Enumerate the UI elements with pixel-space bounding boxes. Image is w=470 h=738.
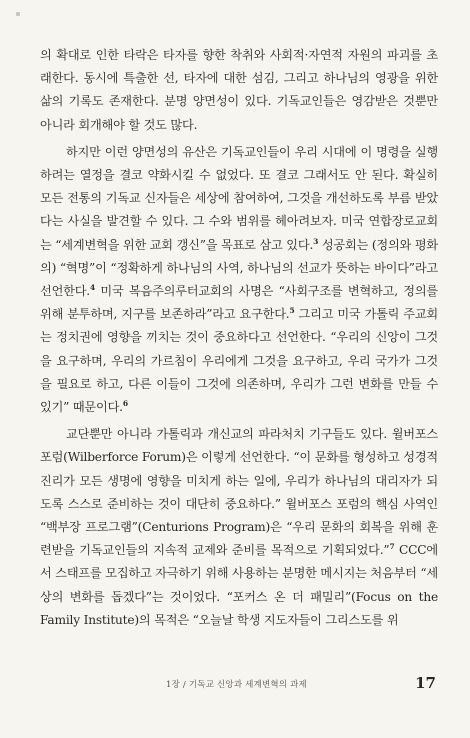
paragraph-denominations	[40, 141, 438, 419]
running-head: 1장 / 기독교 신앙과 세계변혁의 과제	[166, 680, 307, 690]
text-run: CCC에서 스태프를 모집하고 자극하기 위해 사용하는 분명한 메시지는 처음부터 “세상의 변화를 돕겠다”는 것이었다. “포커스 온 더 패밀리”(Focus on the Family Institute)의 목적은 “오늘날 학생 지도자들이 그리스도를 위	[40, 543, 438, 627]
text-run: 그리고 미국 가톨릭 주교회는 정치권에 영향을 끼치는 것이 중요하다고 선언한다. “우리의 신앙이 그것을 요구하며, 우리의 가르침이 우리에게 그것을 요구하고, 우리 국가가 그것을 필요로 하고, 다른 이들이 그것에 의존하며, 우리가 그런 변화를 만들 수 있기” 때문이다.	[40, 307, 438, 415]
footnote-marker[interactable]: 4	[89, 283, 95, 293]
page-footer	[0, 674, 470, 698]
text-run: 미국 복음주의루터교회의 사명은 “사회구조를 변혁하고, 정의를 위해 분투하며, 지구를 보존하라”라고 요구한다.	[40, 284, 438, 322]
footnote-marker[interactable]: 6	[122, 399, 128, 409]
page-corner-mark	[16, 12, 20, 16]
page-number: 17	[415, 674, 436, 692]
text-run: 성공회는 (정의와 평화의) “혁명”이 “정확하게 하나님의 사역, 하나님의 선교가 뜻하는 바이다”라고 선언한다.	[40, 237, 438, 299]
paragraph-continuation: 의 확대로 인한 타락은 타자를 향한 착취와 사회적·자연적 자원의 파괴를 초래한다. 동시에 특출한 선, 타자에 대한 섬김, 그리고 하나님의 영광을 위한 삶의 기록도 존재한다. 분명 양면성이 있다. 기독교인들은 영감받은 것뿐만 아니라 회개해야 할 것도 많다.	[40, 48, 438, 132]
footnote-marker[interactable]: 3	[313, 236, 319, 246]
paragraph-parachurch	[40, 423, 438, 632]
text-run: 교단뿐만 아니라 가톨릭과 개신교의 파라처치 기구들도 있다. 윌버포스 포럼(Wilberforce Forum)은 이렇게 선언한다. “이 문화를 형성하고 성경적 진리가 모든 생명에 영향을 미치게 하는 일에, 우리가 하나님의 대리자가 되도록 스스로 준비하는 것이 대단히 중요하다.” 윌버포스 포럼의 핵심 사역인 “백부장 프로그램”(Centurions Program)은 “우리 문화의 회복을 위해 훈련받을 기독교인들의 지속적 교제와 준비를 목적으로 기획되었다.”	[40, 427, 438, 558]
footnote-marker[interactable]: 5	[289, 306, 295, 316]
text-run: 하지만 이런 양면성의 유산은 기독교인들이 우리 시대에 이 명령을 실행하려는 열정을 결코 약화시킬 수 없었다. 또 결코 그래서도 안 된다. 확실히 모든 전통의 기독교 신자들은 세상에 참여하여, 그것을 개선하도록 부름 받았다는 사실을 발견할 수 있다. 그 수와 범위를 헤아려보자. 미국 연합장로교회는 “세계변혁을 위한 교회 갱신”을 목표로 삼고 있다.	[40, 144, 438, 252]
body-text	[40, 44, 438, 632]
footnote-marker[interactable]: 7	[389, 542, 395, 552]
